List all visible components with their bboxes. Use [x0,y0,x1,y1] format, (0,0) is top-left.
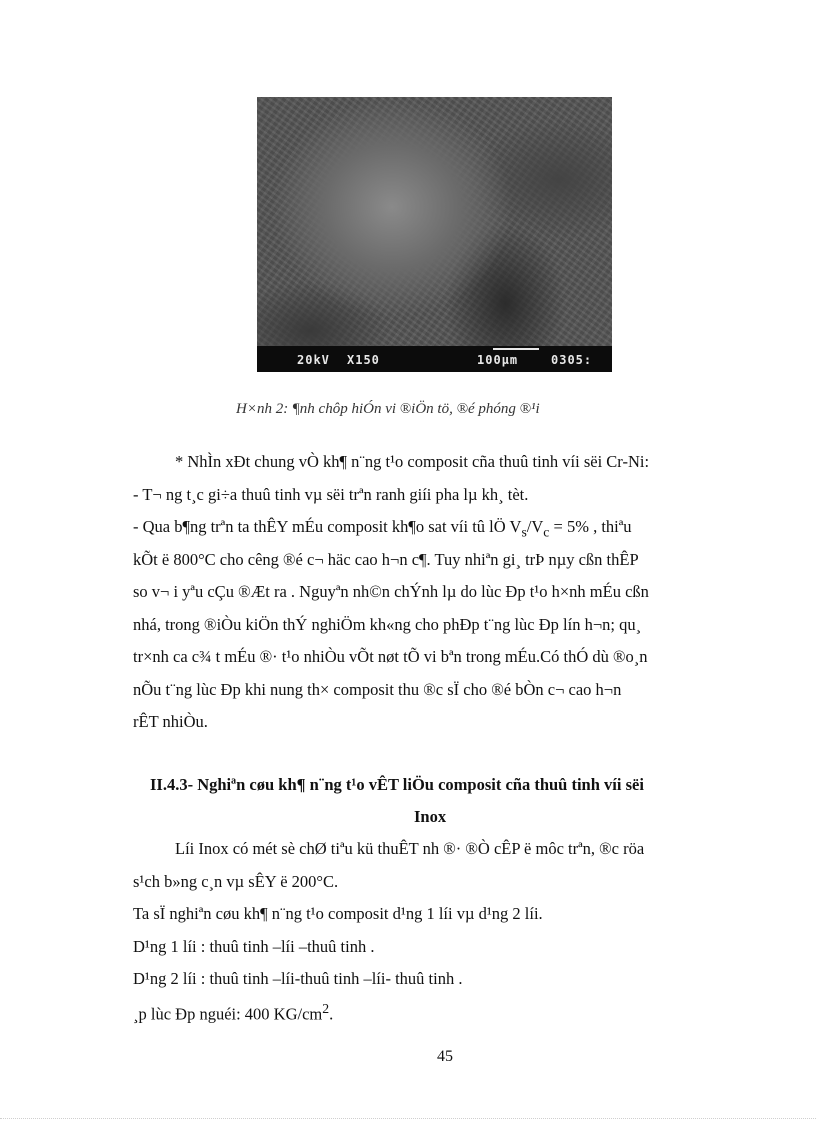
paragraph-line [133,1001,333,1025]
paragraph-line: rÊT nhiÒu. [133,712,208,731]
paragraph-line: kÕt ë 800°C cho cêng ®é c¬ häc cao h¬n c¶. Tuy nhiªn gi¸ trÞ nµy cßn thÊP [133,550,639,569]
section-heading: II.4.3- Nghiªn cøu kh¶ n¨ng t¹o vÊT liÖu composit cña thuû tinh víi sëi [150,775,644,794]
paragraph-line: Líi Inox có mét sè chØ tiªu kü thuÊT nh ®· ®Ò cÊP ë môc trªn, ®c röa [175,839,645,858]
section-heading-continuation: Inox [414,807,447,826]
scalebar-kv: 20kV [297,353,330,367]
paragraph-line: tr×nh ca c¾ t mÉu ®· t¹o nhiÒu vÕt nøt tÕ vi bªn trong mÉu.Có thÓ dù ®o¸n [133,647,648,666]
paragraph-line: nÕu t¨ng lùc Ðp khi nung th× composit thu ®c sÏ cho ®é bÒn c¬ cao h¬n [133,680,622,699]
scalebar-line [493,348,539,350]
paragraph-line: so v¬ i yªu cÇu ®Æt ra . Nguyªn nh©n chÝnh lµ do lùc Ðp t¹o h×nh mÉu cßn [133,582,649,601]
pressure-end: . [329,1004,334,1024]
paragraph-line: * NhÌn xÐt chung vÒ kh¶ n¨ng t¹o composit cña thuû tinh víi sëi Cr-Ni: [175,452,650,471]
scalebar-magnification: X150 [347,353,380,367]
paragraph-line [133,517,632,540]
paragraph-line: Ta sÏ nghiªn cøu kh¶ n¨ng t¹o composit d¹ng 1 líi vµ d¹ng 2 líi. [133,904,543,923]
paragraph-text: - Qua b¶ng trªn ta thÊY mÉu composit kh¶o sat víi tû lÖ V [133,517,522,536]
paragraph-line: nhá, trong ®iÒu kiÖn thÝ nghiÖm kh«ng cho phÐp t¨ng lùc Ðp lín h¬n; qu¸ [133,615,642,634]
scalebar-length: 100µm [477,353,519,367]
paragraph-line: D¹ng 1 líi : thuû tinh –líi –thuû tinh . [133,937,375,956]
micrograph-scalebar [257,346,612,372]
sem-micrograph-image [257,97,612,372]
paragraph-line: s¹ch b»ng c¸n vµ sÊY ë 200°C. [133,872,339,891]
figure-caption: H×nh 2: ¶nh chôp hiÓn vi ®iÖn tö, ®é phóng ®¹i [236,401,540,417]
paragraph-line: - T¬ ng t¸c gi÷a thuû tinh vµ sëi trªn ranh giíi pha lµ kh¸ tèt. [133,485,529,504]
bottom-divider [0,1118,816,1119]
ratio-slash: /V [526,517,544,536]
subscript-c: c [543,524,550,540]
pressure-text: ¸p lùc Ðp nguéi: 400 KG/cm [133,1004,323,1024]
pressure-superscript: 2 [322,1001,330,1016]
scalebar-code: 0305: [551,353,593,367]
ratio-value: = 5% , thiªu [549,517,632,536]
paragraph-line: D¹ng 2 líi : thuû tinh –líi-thuû tinh –líi- thuû tinh . [133,969,463,988]
page-number: 45 [437,1048,453,1065]
subscript-s: s [521,524,527,540]
